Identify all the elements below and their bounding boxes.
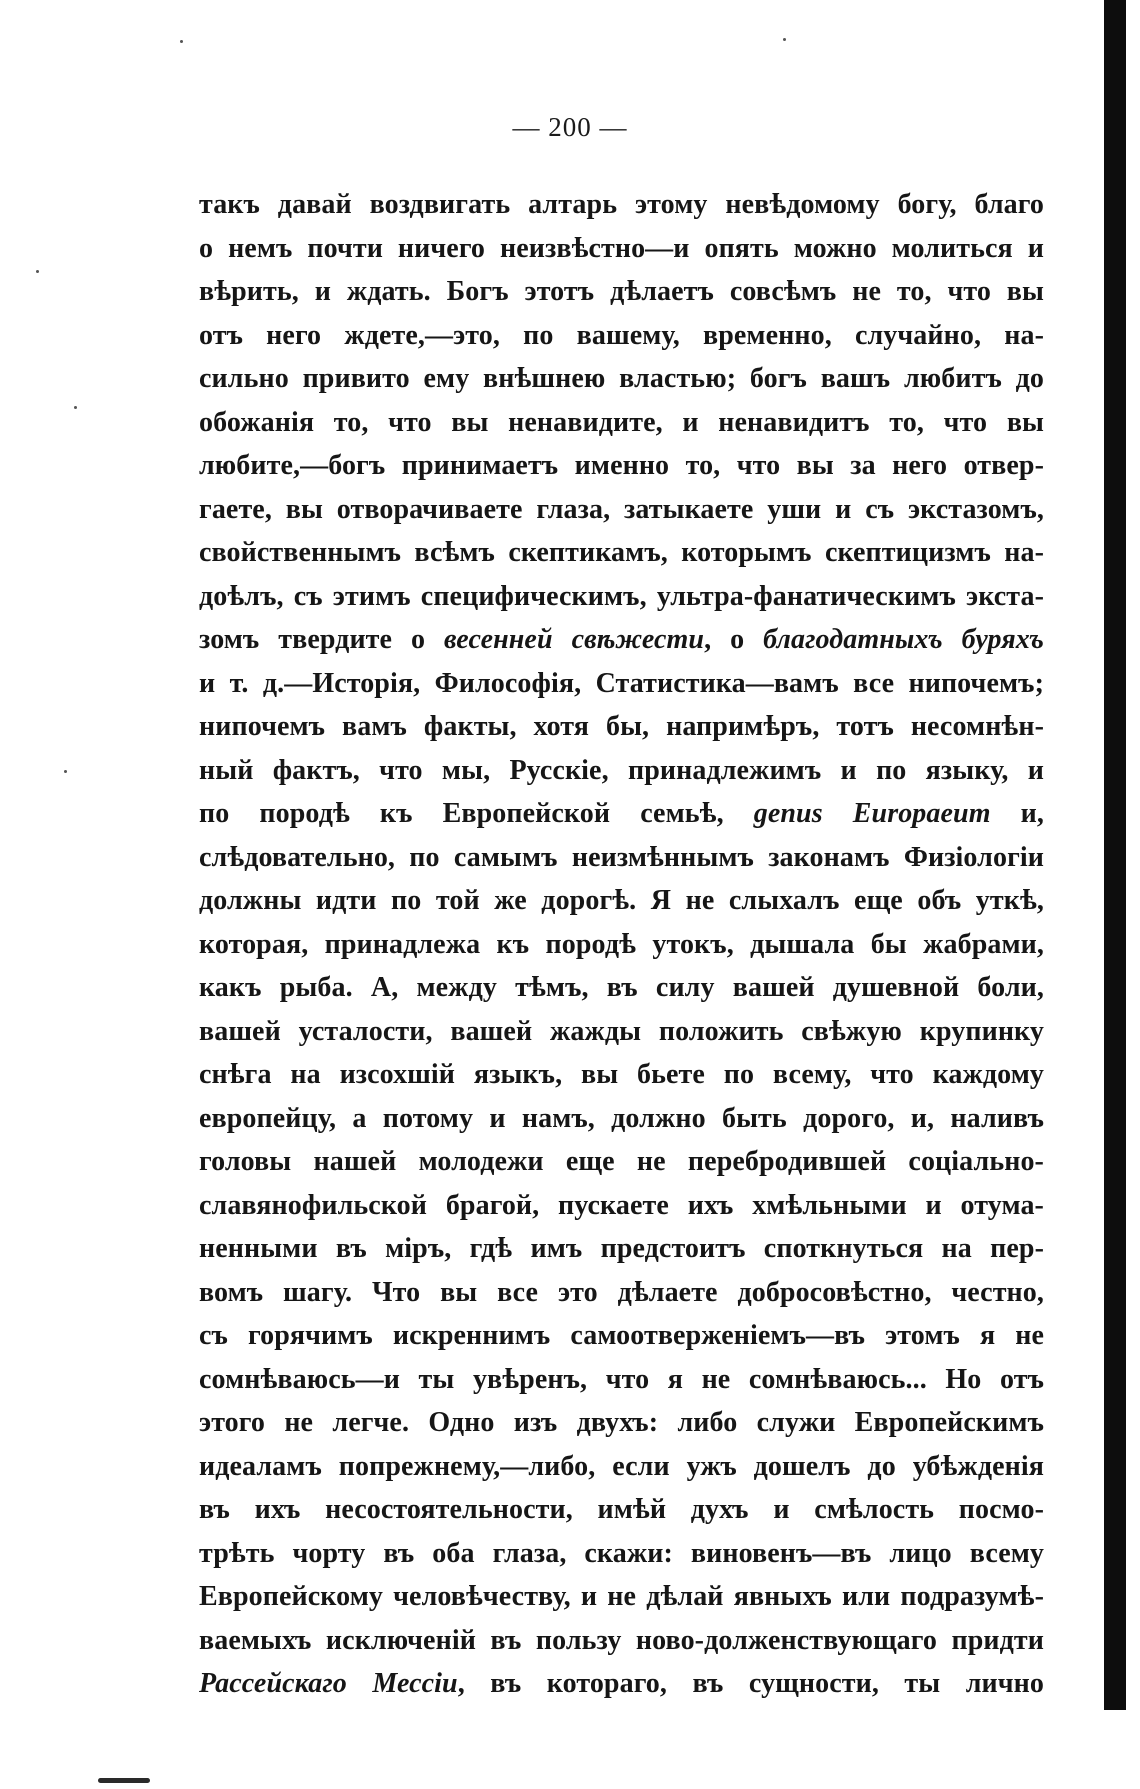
scan-edge-bar	[1104, 0, 1126, 1710]
text-run: , о	[704, 624, 764, 655]
text-run: этого не легче. Одно изъ двухъ: либо служи Европейскимъ	[199, 1407, 1044, 1438]
text-line	[199, 1314, 1044, 1358]
text-run: вомъ шагу. Что вы все это дѣлаете добросовѣстно, честно,	[199, 1276, 1044, 1308]
text-run: любите,—богъ принимаетъ именно то, что вы за него отвер-	[199, 450, 1044, 481]
text-run: ненными въ міръ, гдѣ имъ предстоитъ споткнуться на пер-	[199, 1233, 1044, 1264]
text-line	[199, 1358, 1044, 1402]
text-line	[199, 270, 1044, 314]
text-line	[199, 401, 1044, 445]
scan-smudge	[98, 1778, 150, 1783]
text-line	[199, 1662, 1044, 1706]
text-run: европейцу, а потому и намъ, должно быть дорого, и, наливъ	[199, 1102, 1044, 1134]
text-run: гаете, вы отворачиваете глаза, затыкаете уши и съ экстазомъ,	[199, 493, 1044, 525]
text-run: по породѣ къ Европейской семьѣ,	[199, 798, 754, 829]
text-run: нипочемъ вамъ факты, хотя бы, напримѣръ, тотъ несомнѣн-	[199, 711, 1044, 742]
scan-speck	[36, 270, 39, 273]
italic-phrase: благодатныхъ буряхъ	[763, 624, 1044, 655]
scan-speck	[74, 406, 77, 409]
text-run: и т. д.—Исторія, Философія, Статистика—вамъ все нипочемъ;	[199, 667, 1044, 699]
scan-speck	[783, 38, 786, 41]
text-run: ный фактъ, что мы, Русскіе, принадлежимъ и по языку, и	[199, 754, 1044, 786]
text-run: зомъ твердите о	[199, 624, 445, 655]
text-line	[199, 1619, 1044, 1663]
text-run: доѣлъ, съ этимъ специфическимъ, ультра-фанатическимъ экста-	[199, 580, 1044, 612]
text-run: о немъ почти ничего неизвѣстно—и опять можно молиться и	[199, 232, 1044, 264]
text-line	[199, 1488, 1044, 1532]
text-line	[199, 227, 1044, 271]
text-line	[199, 531, 1044, 575]
italic-phrase: весенней свѣжести	[444, 624, 705, 655]
text-run: славянофильской брагой, пускаете ихъ хмѣльными и отума-	[199, 1189, 1044, 1221]
scan-speck	[64, 770, 67, 773]
text-line	[199, 1140, 1044, 1184]
text-run: , въ котораго, въ сущности, ты лично	[457, 1668, 1044, 1699]
text-run: снѣга на изсохшій языкъ, вы бьете по всему, что каждому	[199, 1059, 1044, 1090]
text-run: которая, принадлежа къ породѣ утокъ, дышала бы жабрами,	[199, 928, 1044, 960]
text-run: головы нашей молодежи еще не перебродившей соціально-	[199, 1146, 1044, 1177]
text-run: вашей усталости, вашей жажды положить свѣжую крупинку	[199, 1015, 1044, 1047]
text-run: и,	[990, 798, 1044, 829]
text-line	[199, 488, 1044, 532]
text-line	[199, 575, 1044, 619]
text-line	[199, 1445, 1044, 1489]
text-line	[199, 1532, 1044, 1576]
text-line	[199, 923, 1044, 967]
text-line	[199, 966, 1044, 1010]
text-run: Европейскому человѣчеству, и не дѣлай явныхъ или подразумѣ-	[199, 1581, 1044, 1612]
text-run: такъ давай воздвигать алтарь этому невѣдомому богу, благо	[199, 189, 1044, 220]
text-run: сильно привито ему внѣшнею властью; богъ вашъ любитъ до	[199, 363, 1044, 394]
text-line	[199, 879, 1044, 923]
text-run: ваемыхъ исключеній въ пользу ново-долженствующаго придти	[199, 1624, 1044, 1656]
text-run: должны идти по той же дорогѣ. Я не слыхалъ еще объ уткѣ,	[199, 885, 1044, 916]
text-line	[199, 1271, 1044, 1315]
text-line	[199, 836, 1044, 880]
text-run: идеаламъ попрежнему,—либо, если ужъ дошелъ до убѣжденія	[199, 1450, 1044, 1482]
text-line	[199, 749, 1044, 793]
text-run: свойственнымъ всѣмъ скептикамъ, которымъ скептицизмъ на-	[199, 537, 1044, 568]
italic-phrase: Рассейскаго Мессіи	[199, 1668, 458, 1699]
body-text	[199, 183, 1044, 1706]
text-line	[199, 1010, 1044, 1054]
text-line	[199, 183, 1044, 227]
text-run: вѣрить, и ждать. Богъ этотъ дѣлаетъ совсѣмъ не то, что вы	[199, 276, 1044, 307]
text-line	[199, 618, 1044, 662]
text-run: трѣть чорту въ оба глаза, скажи: виновенъ—въ лицо всему	[199, 1537, 1044, 1569]
text-line	[199, 357, 1044, 401]
text-run: отъ него ждете,—это, по вашему, временно, случайно, на-	[199, 319, 1044, 351]
text-run: съ горячимъ искреннимъ самоотверженіемъ—въ этомъ я не	[199, 1320, 1044, 1351]
text-line	[199, 1097, 1044, 1141]
text-line	[199, 1053, 1044, 1097]
text-line	[199, 792, 1044, 836]
italic-phrase: genus Europaeum	[753, 798, 991, 829]
text-line	[199, 1575, 1044, 1619]
text-run: слѣдовательно, по самымъ неизмѣннымъ законамъ Физіологіи	[199, 841, 1044, 873]
text-line	[199, 705, 1044, 749]
text-line	[199, 662, 1044, 706]
scan-speck	[180, 40, 183, 43]
text-line	[199, 314, 1044, 358]
text-run: сомнѣваюсь—и ты увѣренъ, что я не сомнѣваюсь... Но отъ	[199, 1363, 1044, 1395]
text-run: обожанія то, что вы ненавидите, и ненавидитъ то, что вы	[199, 406, 1044, 438]
text-line	[199, 1227, 1044, 1271]
text-line	[199, 1184, 1044, 1228]
text-run: какъ рыба. А, между тѣмъ, въ силу вашей душевной боли,	[199, 972, 1044, 1003]
text-run: въ ихъ несостоятельности, имѣй духъ и смѣлость посмо-	[199, 1494, 1044, 1525]
text-line	[199, 444, 1044, 488]
page-number: — 200 —	[512, 112, 628, 142]
text-line	[199, 1401, 1044, 1445]
